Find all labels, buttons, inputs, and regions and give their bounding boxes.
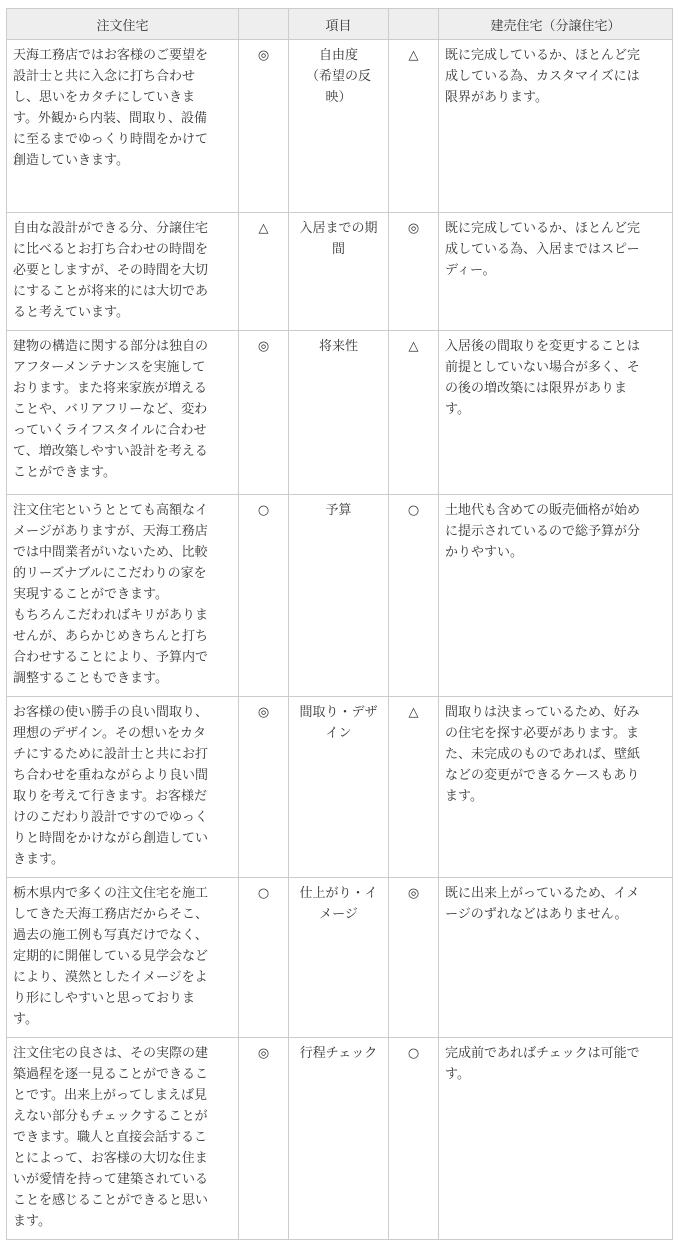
- table-body: [7, 40, 673, 1240]
- ready-rating-mark: ◎: [389, 213, 439, 331]
- ready-rating-mark: △: [389, 40, 439, 213]
- ready-description: 土地代も含めての販売価格が始め に提示されているので総予算が分 かりやすい。: [439, 495, 673, 697]
- custom-rating-mark: ◎: [239, 40, 289, 213]
- item-label: 入居までの期 間: [289, 213, 389, 331]
- custom-rating-mark: ○: [239, 878, 289, 1038]
- table-row: [7, 878, 673, 1038]
- item-label: 自由度 （希望の反 映）: [289, 40, 389, 213]
- ready-description: 既に完成しているか、ほとんど完 成している為、入居まではスピー ディー。: [439, 213, 673, 331]
- ready-description: 既に出来上がっているため、イメ ージのずれなどはありません。: [439, 878, 673, 1038]
- table-row: [7, 40, 673, 213]
- ready-rating-mark: △: [389, 331, 439, 495]
- table-row: [7, 1038, 673, 1240]
- custom-rating-mark: ○: [239, 495, 289, 697]
- ready-rating-mark: ○: [389, 495, 439, 697]
- custom-description: 注文住宅というととても高額なイ メージがありますが、天海工務店 では中間業者がいないため、比較 的リーズナブルにこだわりの家を 実現することができます。 もちろんこだわればキリがありま せんが、あらかじめきちんと打ち 合わせすることにより、予算内で 調整することもできます。: [7, 495, 239, 697]
- custom-rating-mark: ◎: [239, 697, 289, 878]
- item-label: 予算: [289, 495, 389, 697]
- custom-rating-mark: ◎: [239, 1038, 289, 1240]
- custom-description: 建物の構造に関する部分は独自の アフターメンテナンスを実施して おります。また将来家族が増える ことや、バリアフリーなど、変わ っていくライフスタイルに合わせ て、増改築しやすい設計を考える ことができます。: [7, 331, 239, 495]
- ready-description: 既に完成しているか、ほとんど完 成している為、カスタマイズには 限界があります。: [439, 40, 673, 213]
- item-label: 仕上がり・イ メージ: [289, 878, 389, 1038]
- item-label: 将来性: [289, 331, 389, 495]
- custom-rating-mark: ◎: [239, 331, 289, 495]
- ready-rating-mark: ◎: [389, 878, 439, 1038]
- custom-description: 栃木県内で多くの注文住宅を施工 してきた天海工務店だからそこ、 過去の施工例も写真だけでなく、 定期的に開催している見学会など により、漠然としたイメージをよ り形にしやすいと思っておりま す。: [7, 878, 239, 1038]
- item-label: 行程チェック: [289, 1038, 389, 1240]
- ready-rating-mark: ○: [389, 1038, 439, 1240]
- custom-description: 注文住宅の良さは、その実際の建 築過程を逐一見ることができるこ とです。出来上がってしまえば見 えない部分もチェックすることが できます。職人と直接会話するこ とによって、お客様の大切な住ま いが愛情を持って建築されている ことを感じることができると思い ます。: [7, 1038, 239, 1240]
- custom-description: 天海工務店ではお客様のご要望を 設計士と共に入念に打ち合わせ し、思いをカタチにしていきま す。外観から内装、間取り、設備 に至るまでゆっくり時間をかけて 創造していきます。: [7, 40, 239, 213]
- ready-description: 間取りは決まっているため、好み の住宅を探す必要があります。ま た、未完成のものであれば、壁紙 などの変更ができるケースもあり ます。: [439, 697, 673, 878]
- custom-description: お客様の使い勝手の良い間取り、 理想のデザイン。その想いをカタ チにするために設計士と共にお打 ち合わせを重ねながらより良い間 取りを考えて行きます。お客様だ けのこだわり設計ですのでゆっく りと時間をかけながら創造してい きます。: [7, 697, 239, 878]
- item-label: 間取り・デザ イン: [289, 697, 389, 878]
- table-row: [7, 331, 673, 495]
- table-row: [7, 495, 673, 697]
- custom-rating-mark: △: [239, 213, 289, 331]
- table-row: [7, 697, 673, 878]
- table-header: [7, 9, 673, 40]
- table-row: [7, 213, 673, 331]
- ready-description: 完成前であればチェックは可能で す。: [439, 1038, 673, 1240]
- ready-description: 入居後の間取りを変更することは 前提としていない場合が多く、そ の後の増改築には限界がありま す。: [439, 331, 673, 495]
- header-item: 項目: [289, 9, 389, 40]
- header-custom-home: 注文住宅: [7, 9, 239, 40]
- ready-rating-mark: △: [389, 697, 439, 878]
- comparison-table: [6, 8, 673, 1240]
- header-row: [7, 9, 673, 40]
- custom-description: 自由な設計ができる分、分譲住宅 に比べるとお打ち合わせの時間を 必要としますが、その時間を大切 にすることが将来的には大切であ ると考えています。: [7, 213, 239, 331]
- header-ready-mark-blank: [389, 9, 439, 40]
- header-custom-mark-blank: [239, 9, 289, 40]
- header-ready-built: 建売住宅（分譲住宅）: [439, 9, 673, 40]
